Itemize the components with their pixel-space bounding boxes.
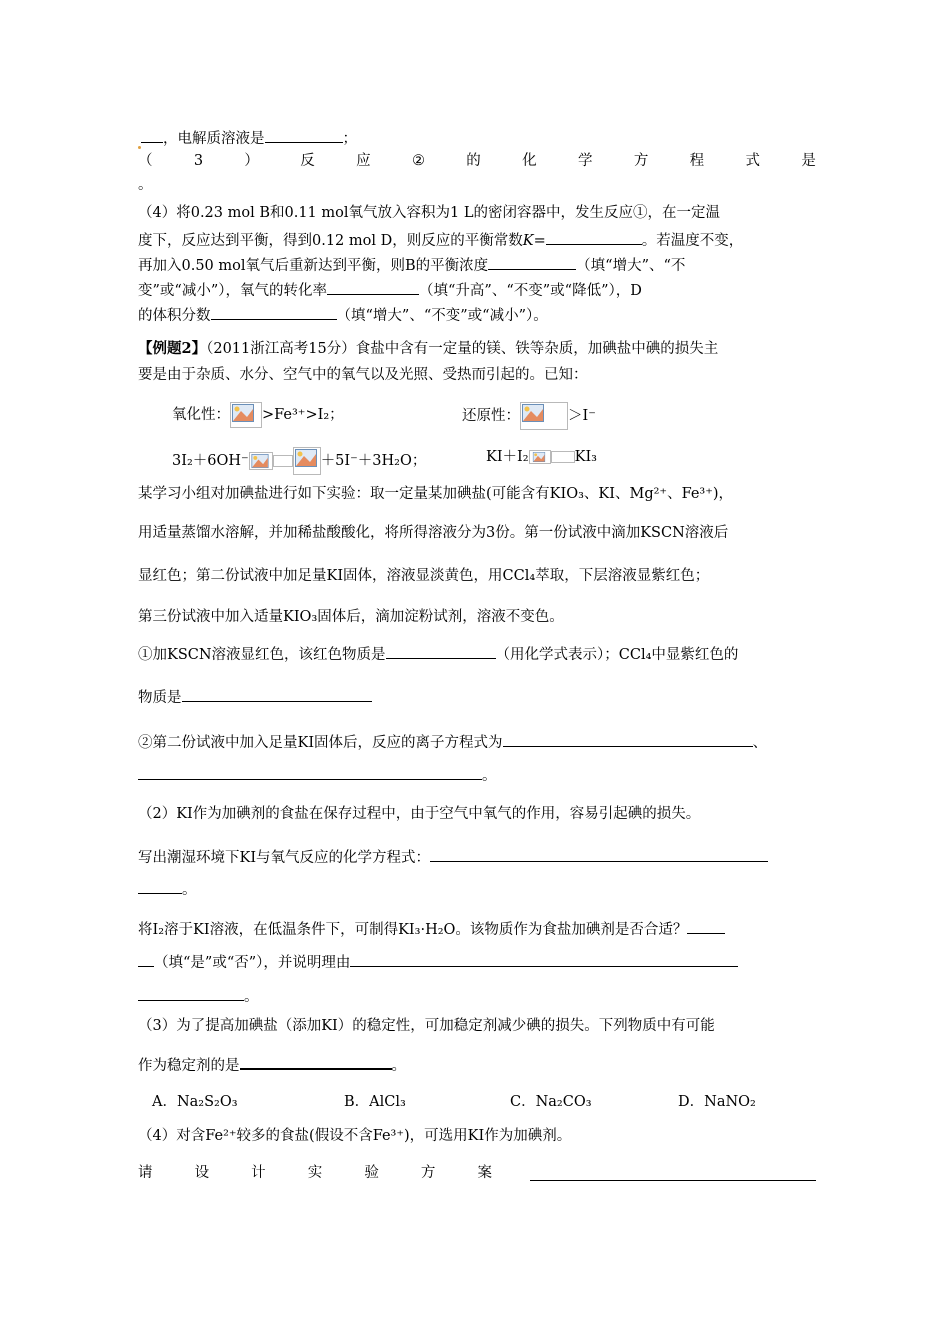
example-label: 【例题2】	[138, 340, 207, 357]
part-2-line-4: 将I₂溶于KI溶液，在低温条件下，可制得KI₃·H₂O。该物质作为食盐加碘剂是否合适？	[138, 918, 816, 940]
oxidizing-order: 氧化性： >Fe³⁺>I₂；	[172, 402, 432, 428]
option-c: C．Na₂CO₃	[510, 1094, 592, 1110]
blank	[488, 254, 576, 270]
question-3-line: （ 3 ） 反 应 ② 的 化 学 方 程 式 是	[138, 153, 816, 169]
broken-image-icon	[551, 451, 575, 463]
blank	[350, 951, 738, 967]
blank	[141, 127, 163, 143]
blank	[138, 951, 154, 967]
part-2-line-2: 写出潮湿环境下KI与氧气反应的化学方程式：	[138, 846, 816, 868]
part-2-line-1: （2）KI作为加碘剂的食盐在保存过程中，由于空气中氧气的作用，容易引起碘的损失。	[138, 806, 701, 822]
blank	[327, 279, 419, 295]
subquestion-2-line-1: ②第二份试液中加入足量KI固体后，反应的离子方程式为 、	[138, 731, 816, 753]
blank	[138, 985, 244, 1001]
question-4-line-3: 再加入0.50 mol氧气后重新达到平衡，则B的平衡浓度 （填“增大”、“不	[138, 254, 816, 276]
equation-1: 3I₂＋6OH⁻ ＋5I⁻＋3H₂O；	[172, 447, 472, 475]
blank	[530, 1165, 816, 1181]
part-3-line-2: 作为稳定剂的是 。	[138, 1053, 816, 1076]
part-2-line-3: 。	[138, 878, 816, 900]
blank	[211, 304, 337, 320]
blank	[546, 229, 642, 245]
blank	[138, 878, 182, 894]
experiment-line-1: 某学习小组对加碘盐进行如下实验：取一定量某加碘盐(可能含有KIO₃、KI、Mg²⁺、Fe³⁺)，	[138, 486, 734, 502]
blank	[240, 1053, 392, 1070]
question-4-line-5: 的体积分数 （填“增大”、“不变”或“减小”）。	[138, 304, 816, 326]
option-d: D．NaNO₂	[678, 1094, 756, 1110]
subquestion-1-line-2: 物质是	[138, 686, 816, 708]
subquestion-2-line-2: 。	[138, 764, 816, 786]
question-4-line-4: 变”或“减小”），氧气的转化率 （填“升高”、“不变”或“降低”），D	[138, 279, 816, 301]
part-2-line-6: 。	[138, 985, 816, 1007]
reducing-order: 还原性： ＞I⁻	[462, 402, 722, 430]
broken-image-icon	[293, 447, 321, 475]
question-4-line-2: 度下，反应达到平衡，得到0.12 mol D，则反应的平衡常数K= 。若温度不变，	[138, 229, 816, 251]
subquestion-1-line-1: ①加KSCN溶液显红色，该红色物质是 （用化学式表示）；CCl₄中显紫红色的	[138, 643, 816, 665]
question-4-line-1: （4）将0.23 mol B和0.11 mol氧气放入容积为1 L的密闭容器中，发生反应①，在一定温	[138, 205, 720, 221]
option-a: A．Na₂S₂O₃	[152, 1094, 238, 1110]
experiment-line-4: 第三份试液中加入适量KIO₃固体后，滴加淀粉试剂，溶液不变色。	[138, 609, 564, 625]
blank	[503, 731, 753, 747]
blank	[386, 643, 496, 659]
blank	[265, 127, 343, 143]
blank	[687, 918, 725, 934]
example-2-line-1: 【例题2】（2011浙江高考15分）食盐中含有一定量的镁、铁等杂质，加碘盐中碘的损失主	[138, 340, 719, 357]
equation-2: KI＋I₂ KI₃	[486, 449, 597, 465]
artifact-dot	[138, 146, 141, 149]
broken-image-icon	[249, 452, 273, 470]
part-3-line-1: （3）为了提高加碘盐（添加KI）的稳定性，可加稳定剂减少碘的损失。下列物质中有可能	[138, 1018, 715, 1034]
example-2-line-2: 要是由于杂质、水分、空气中的氧气以及光照、受热而引起的。已知：	[138, 367, 588, 383]
broken-image-icon	[230, 402, 262, 428]
blank	[182, 686, 372, 702]
broken-image-icon	[520, 402, 568, 430]
experiment-line-3: 显红色；第二份试液中加足量KI固体，溶液显淡黄色，用CCl₄萃取，下层溶液显紫红色；	[138, 568, 710, 584]
blank	[430, 846, 768, 862]
question-3-end: 。	[138, 177, 153, 193]
blank	[138, 764, 482, 780]
answer-line-electrolyte: ，电解质溶液是 ；	[138, 127, 816, 149]
experiment-line-2: 用适量蒸馏水溶解，并加稀盐酸酸化，将所得溶液分为3份。第一份试液中滴加KSCN溶液后	[138, 525, 729, 541]
broken-image-icon	[273, 455, 293, 467]
design-prompt: 请 设 计 实 验 方 案	[138, 1165, 492, 1181]
broken-image-icon	[529, 450, 551, 464]
option-b: B．AlCl₃	[344, 1094, 406, 1110]
part-4-line-1: （4）对含Fe²⁺较多的食盐(假设不含Fe³⁺)，可选用KI作为加碘剂。	[138, 1128, 572, 1144]
part-2-line-5: （填“是”或“否”），并说明理由	[138, 951, 816, 973]
